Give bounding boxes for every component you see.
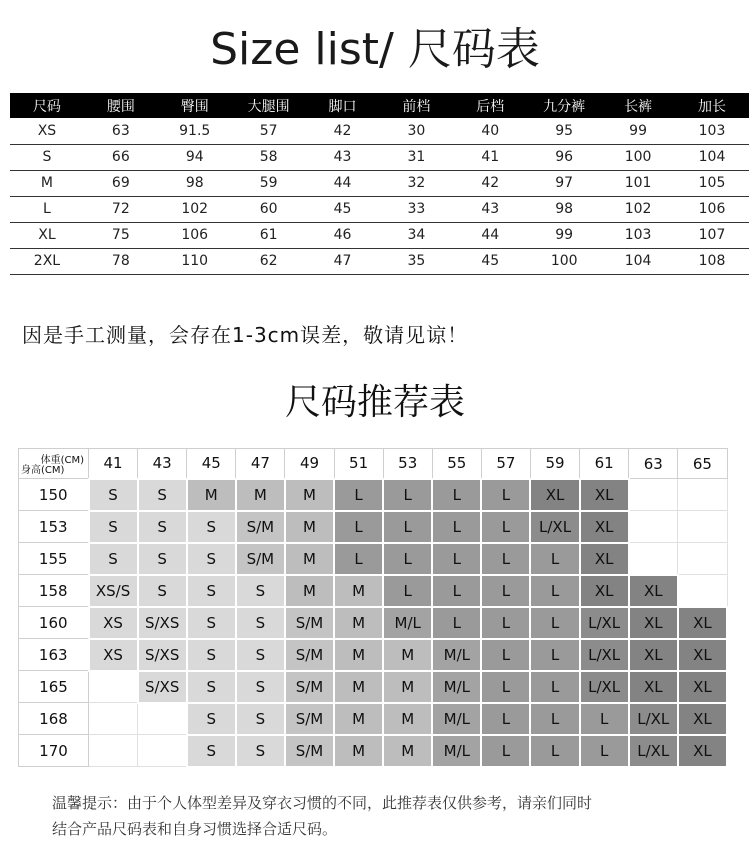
size-recommendation-cell: L <box>383 511 432 543</box>
size-table-cell: 95 <box>527 118 601 144</box>
size-recommendation-cell: M <box>285 511 334 543</box>
height-header-cell: 155 <box>19 543 89 575</box>
size-recommendation-cell <box>89 671 138 703</box>
height-row <box>19 479 728 511</box>
size-recommendation-cell: M <box>383 703 432 735</box>
size-table-cell: 63 <box>84 118 158 144</box>
size-recommendation-cell: L/XL <box>530 511 579 543</box>
size-table-cell: 44 <box>306 170 380 196</box>
measurement-note: 因是手工测量，会存在1-3cm误差，敬请见谅！ <box>22 323 469 347</box>
size-table-cell: 34 <box>379 222 453 248</box>
size-recommendation-cell: M <box>334 575 383 607</box>
size-table-cell: 40 <box>453 118 527 144</box>
size-recommendation-cell: L/XL <box>580 607 629 639</box>
size-recommendation-cell: S <box>89 543 138 575</box>
size-recommendation-cell: S/XS <box>138 639 187 671</box>
size-table-cell: 58 <box>232 144 306 170</box>
size-table-row <box>10 196 749 222</box>
weight-axis-label: 体重(CM) <box>40 455 84 466</box>
size-table-header-cell: 大腿围 <box>232 93 306 118</box>
size-table-cell: 45 <box>453 248 527 274</box>
size-recommendation-cell <box>678 511 727 543</box>
size-table-cell: M <box>10 170 84 196</box>
size-recommendation-cell: S/M <box>236 511 285 543</box>
size-recommendation-cell: L/XL <box>629 735 678 767</box>
size-recommendation-cell: XL <box>678 671 727 703</box>
size-table-cell: 104 <box>601 248 675 274</box>
size-table-cell: 91.5 <box>158 118 232 144</box>
size-recommendation-cell: S <box>138 479 187 511</box>
size-table-header-cell: 后档 <box>453 93 527 118</box>
size-recommendation-cell: L <box>383 543 432 575</box>
size-table-cell: XS <box>10 118 84 144</box>
size-table-cell: 102 <box>158 196 232 222</box>
weight-header-cell: 59 <box>530 449 579 479</box>
height-header-cell: 168 <box>19 703 89 735</box>
size-table-cell: 106 <box>158 222 232 248</box>
weight-header-cell: 49 <box>285 449 334 479</box>
size-table-cell: 99 <box>601 118 675 144</box>
size-table-row <box>10 118 749 144</box>
size-table-cell: 59 <box>232 170 306 196</box>
size-recommendation-cell: M <box>334 607 383 639</box>
size-recommendation-cell: L <box>530 575 579 607</box>
footer-line: 结合产品尺码表和自身习惯选择合适尺码。 <box>52 820 338 838</box>
size-table-cell: 31 <box>379 144 453 170</box>
size-recommendation-cell <box>629 479 678 511</box>
height-header-cell: 158 <box>19 575 89 607</box>
size-table-cell: 75 <box>84 222 158 248</box>
size-recommendation-cell: S/M <box>285 607 334 639</box>
size-table-cell: 102 <box>601 196 675 222</box>
size-recommendation-cell: L <box>481 735 530 767</box>
size-recommendation-cell: L <box>530 607 579 639</box>
size-recommendation-cell <box>629 511 678 543</box>
size-recommendation-cell: XL <box>678 735 727 767</box>
size-recommendation-cell: S/M <box>285 671 334 703</box>
page-title: Size list/ 尺码表 <box>210 24 540 75</box>
size-table-header <box>10 93 749 118</box>
size-table-cell: 100 <box>527 248 601 274</box>
size-table-body <box>10 118 749 274</box>
height-header-cell: 153 <box>19 511 89 543</box>
recommendation-body <box>19 479 728 767</box>
size-table-cell: 98 <box>527 196 601 222</box>
size-recommendation-cell: S <box>236 607 285 639</box>
size-recommendation-cell: M <box>285 543 334 575</box>
size-recommendation-cell: M <box>334 703 383 735</box>
size-recommendation-cell: S <box>187 575 236 607</box>
size-table-cell: 96 <box>527 144 601 170</box>
size-recommendation-cell <box>89 735 138 767</box>
size-recommendation-cell: M/L <box>432 639 481 671</box>
size-table-cell: 72 <box>84 196 158 222</box>
size-table-cell: 43 <box>453 196 527 222</box>
size-recommendation-cell: L <box>334 479 383 511</box>
size-table-row <box>10 170 749 196</box>
size-table-cell: 61 <box>232 222 306 248</box>
size-recommendation-cell: S <box>89 511 138 543</box>
size-table-cell: 105 <box>675 170 749 196</box>
height-row <box>19 511 728 543</box>
size-table-cell: 108 <box>675 248 749 274</box>
size-recommendation-cell: L <box>334 543 383 575</box>
size-recommendation-cell: S/XS <box>138 671 187 703</box>
size-table-cell: 32 <box>379 170 453 196</box>
size-table-cell: 101 <box>601 170 675 196</box>
size-recommendation-cell: XL <box>678 703 727 735</box>
weight-header-cell: 65 <box>678 449 727 479</box>
size-table-cell: 107 <box>675 222 749 248</box>
size-recommendation-cell: XS <box>89 607 138 639</box>
size-table-header-cell: 尺码 <box>10 93 84 118</box>
size-recommendation-cell: S <box>236 575 285 607</box>
height-header-cell: 150 <box>19 479 89 511</box>
size-recommendation-cell <box>138 703 187 735</box>
size-recommendation-cell: L <box>530 639 579 671</box>
size-recommendation-cell: L/XL <box>580 639 629 671</box>
height-header-cell: 170 <box>19 735 89 767</box>
weight-header-cell: 57 <box>481 449 530 479</box>
size-table-cell: 44 <box>453 222 527 248</box>
size-recommendation-cell: XL <box>678 607 727 639</box>
size-recommendation-cell: L <box>481 639 530 671</box>
height-row <box>19 607 728 639</box>
size-recommendation-cell: L <box>481 575 530 607</box>
size-table-cell: L <box>10 196 84 222</box>
size-recommendation-cell: M <box>187 479 236 511</box>
size-recommendation-cell: L <box>530 703 579 735</box>
height-header-cell: 163 <box>19 639 89 671</box>
size-recommendation-cell: M <box>383 735 432 767</box>
size-recommendation-cell: XL <box>629 575 678 607</box>
weight-header-cell: 45 <box>187 449 236 479</box>
size-recommendation-cell: XL <box>530 479 579 511</box>
size-recommendation-cell: XL <box>580 543 629 575</box>
size-table-header-cell: 前档 <box>379 93 453 118</box>
size-recommendation-cell: XL <box>580 575 629 607</box>
size-table-header-cell: 腰围 <box>84 93 158 118</box>
size-recommendation-cell: S/XS <box>138 607 187 639</box>
size-table-cell: 99 <box>527 222 601 248</box>
size-table-row <box>10 248 749 274</box>
size-table-cell: 69 <box>84 170 158 196</box>
weight-header-cell: 51 <box>334 449 383 479</box>
size-recommendation-cell: XL <box>629 671 678 703</box>
size-recommendation-cell: S/M <box>285 735 334 767</box>
height-row <box>19 671 728 703</box>
size-table-row <box>10 144 749 170</box>
size-table-cell: 42 <box>453 170 527 196</box>
size-table-cell: 33 <box>379 196 453 222</box>
size-recommendation-cell: S <box>236 735 285 767</box>
weight-header-cell: 43 <box>138 449 187 479</box>
size-recommendation-cell: L <box>580 703 629 735</box>
size-recommendation-cell: S <box>187 703 236 735</box>
size-recommendation-cell: S <box>138 575 187 607</box>
size-table-cell: 97 <box>527 170 601 196</box>
size-recommendation-cell: M/L <box>383 607 432 639</box>
size-table-cell: 103 <box>675 118 749 144</box>
weight-header-cell: 55 <box>432 449 481 479</box>
size-table-row <box>10 222 749 248</box>
size-table-cell: 45 <box>306 196 380 222</box>
size-recommendation-cell: S/M <box>236 543 285 575</box>
size-recommendation-cell: XL <box>678 639 727 671</box>
size-table-cell: 66 <box>84 144 158 170</box>
size-recommendation-cell: L <box>383 479 432 511</box>
size-recommendation-cell: M <box>285 575 334 607</box>
size-recommendation-cell: XL <box>629 639 678 671</box>
size-recommendation-cell: M/L <box>432 735 481 767</box>
size-recommendation-cell: M <box>383 671 432 703</box>
size-recommendation-cell: M/L <box>432 703 481 735</box>
size-recommendation-cell <box>89 703 138 735</box>
size-recommendation-cell: XS/S <box>89 575 138 607</box>
size-recommendation-cell: S <box>138 511 187 543</box>
size-recommendation-cell: M <box>383 639 432 671</box>
size-recommendation-cell <box>138 735 187 767</box>
weight-header-cell: 41 <box>89 449 138 479</box>
size-recommendation-cell: XL <box>580 479 629 511</box>
size-recommendation-cell: XL <box>629 607 678 639</box>
size-recommendation-cell: L/XL <box>629 703 678 735</box>
size-table-header-cell: 九分裤 <box>527 93 601 118</box>
size-table-cell: 78 <box>84 248 158 274</box>
height-header-cell: 160 <box>19 607 89 639</box>
size-recommendation-cell: L <box>481 607 530 639</box>
size-recommendation-cell <box>678 575 727 607</box>
size-table-cell: 104 <box>675 144 749 170</box>
size-table-cell: 60 <box>232 196 306 222</box>
size-table-cell: 98 <box>158 170 232 196</box>
size-table-cell: 57 <box>232 118 306 144</box>
weight-header-cell: 63 <box>629 449 678 479</box>
size-table-cell: 62 <box>232 248 306 274</box>
recommendation-title: 尺码推荐表 <box>284 382 465 423</box>
size-recommendation-cell: XL <box>580 511 629 543</box>
weight-header-cell: 61 <box>580 449 629 479</box>
size-recommendation-cell: M <box>285 479 334 511</box>
size-table-header-cell: 臀围 <box>158 93 232 118</box>
size-recommendation-cell: S <box>138 543 187 575</box>
size-recommendation-cell: M <box>334 639 383 671</box>
size-table-cell: S <box>10 144 84 170</box>
size-recommendation-cell: S/M <box>285 639 334 671</box>
size-table-header-cell: 脚口 <box>306 93 380 118</box>
size-recommendation-cell: L <box>481 511 530 543</box>
height-row <box>19 639 728 671</box>
weight-header-cell: 53 <box>383 449 432 479</box>
size-table-cell: 46 <box>306 222 380 248</box>
footer-line: 温馨提示：由于个人体型差异及穿衣习惯的不同，此推荐表仅供参考，请亲们同时 <box>52 794 593 812</box>
size-table-cell: 35 <box>379 248 453 274</box>
size-table-cell: 30 <box>379 118 453 144</box>
size-recommendation-cell: S <box>187 607 236 639</box>
size-recommendation-cell: M/L <box>432 671 481 703</box>
corner-cell <box>19 449 89 479</box>
weight-header-cell: 47 <box>236 449 285 479</box>
size-recommendation-cell: S <box>187 543 236 575</box>
size-recommendation-cell: S <box>187 639 236 671</box>
size-recommendation-cell: S <box>236 703 285 735</box>
size-table-cell: 94 <box>158 144 232 170</box>
height-row <box>19 703 728 735</box>
size-table-cell: 41 <box>453 144 527 170</box>
weight-header-row <box>19 449 728 479</box>
size-table-cell: 106 <box>675 196 749 222</box>
size-recommendation-cell: S <box>187 671 236 703</box>
size-recommendation-cell: S <box>89 479 138 511</box>
size-recommendation-cell: L <box>481 543 530 575</box>
size-recommendation-cell: S <box>236 671 285 703</box>
size-recommendation-cell: L <box>334 511 383 543</box>
size-recommendation-cell: L <box>530 543 579 575</box>
size-recommendation-cell <box>678 479 727 511</box>
size-recommendation-cell: L <box>432 511 481 543</box>
size-recommendation-table <box>18 448 728 768</box>
height-row <box>19 735 728 767</box>
size-table-header-cell: 长裤 <box>601 93 675 118</box>
height-axis-label: 身高(CM) <box>21 465 65 476</box>
size-recommendation-cell: L/XL <box>580 671 629 703</box>
size-table-cell: 2XL <box>10 248 84 274</box>
height-row <box>19 543 728 575</box>
size-recommendation-cell: S <box>187 735 236 767</box>
size-recommendation-cell: M <box>334 735 383 767</box>
size-recommendation-cell: L <box>481 479 530 511</box>
size-recommendation-cell: M <box>236 479 285 511</box>
size-recommendation-cell: L <box>432 543 481 575</box>
size-table-cell: 47 <box>306 248 380 274</box>
size-recommendation-cell: S <box>187 511 236 543</box>
size-recommendation-cell: L <box>481 703 530 735</box>
footer-tip <box>52 790 592 842</box>
size-recommendation-cell <box>678 543 727 575</box>
size-table-cell: 43 <box>306 144 380 170</box>
size-recommendation-cell: L <box>530 671 579 703</box>
size-recommendation-cell: L <box>432 607 481 639</box>
size-recommendation-cell: XS <box>89 639 138 671</box>
size-recommendation-cell: M <box>334 671 383 703</box>
size-table-cell: 42 <box>306 118 380 144</box>
size-table <box>10 93 749 275</box>
height-header-cell: 165 <box>19 671 89 703</box>
size-recommendation-cell: L <box>530 735 579 767</box>
size-recommendation-cell: L <box>432 575 481 607</box>
size-table-cell: 103 <box>601 222 675 248</box>
size-table-cell: XL <box>10 222 84 248</box>
size-recommendation-cell: L <box>580 735 629 767</box>
size-table-cell: 100 <box>601 144 675 170</box>
size-table-header-cell: 加长 <box>675 93 749 118</box>
size-recommendation-cell: L <box>432 479 481 511</box>
size-recommendation-cell: L <box>383 575 432 607</box>
size-recommendation-cell: S <box>236 639 285 671</box>
size-recommendation-cell: L <box>481 671 530 703</box>
size-recommendation-cell: S/M <box>285 703 334 735</box>
size-recommendation-cell <box>629 543 678 575</box>
height-row <box>19 575 728 607</box>
size-table-cell: 110 <box>158 248 232 274</box>
